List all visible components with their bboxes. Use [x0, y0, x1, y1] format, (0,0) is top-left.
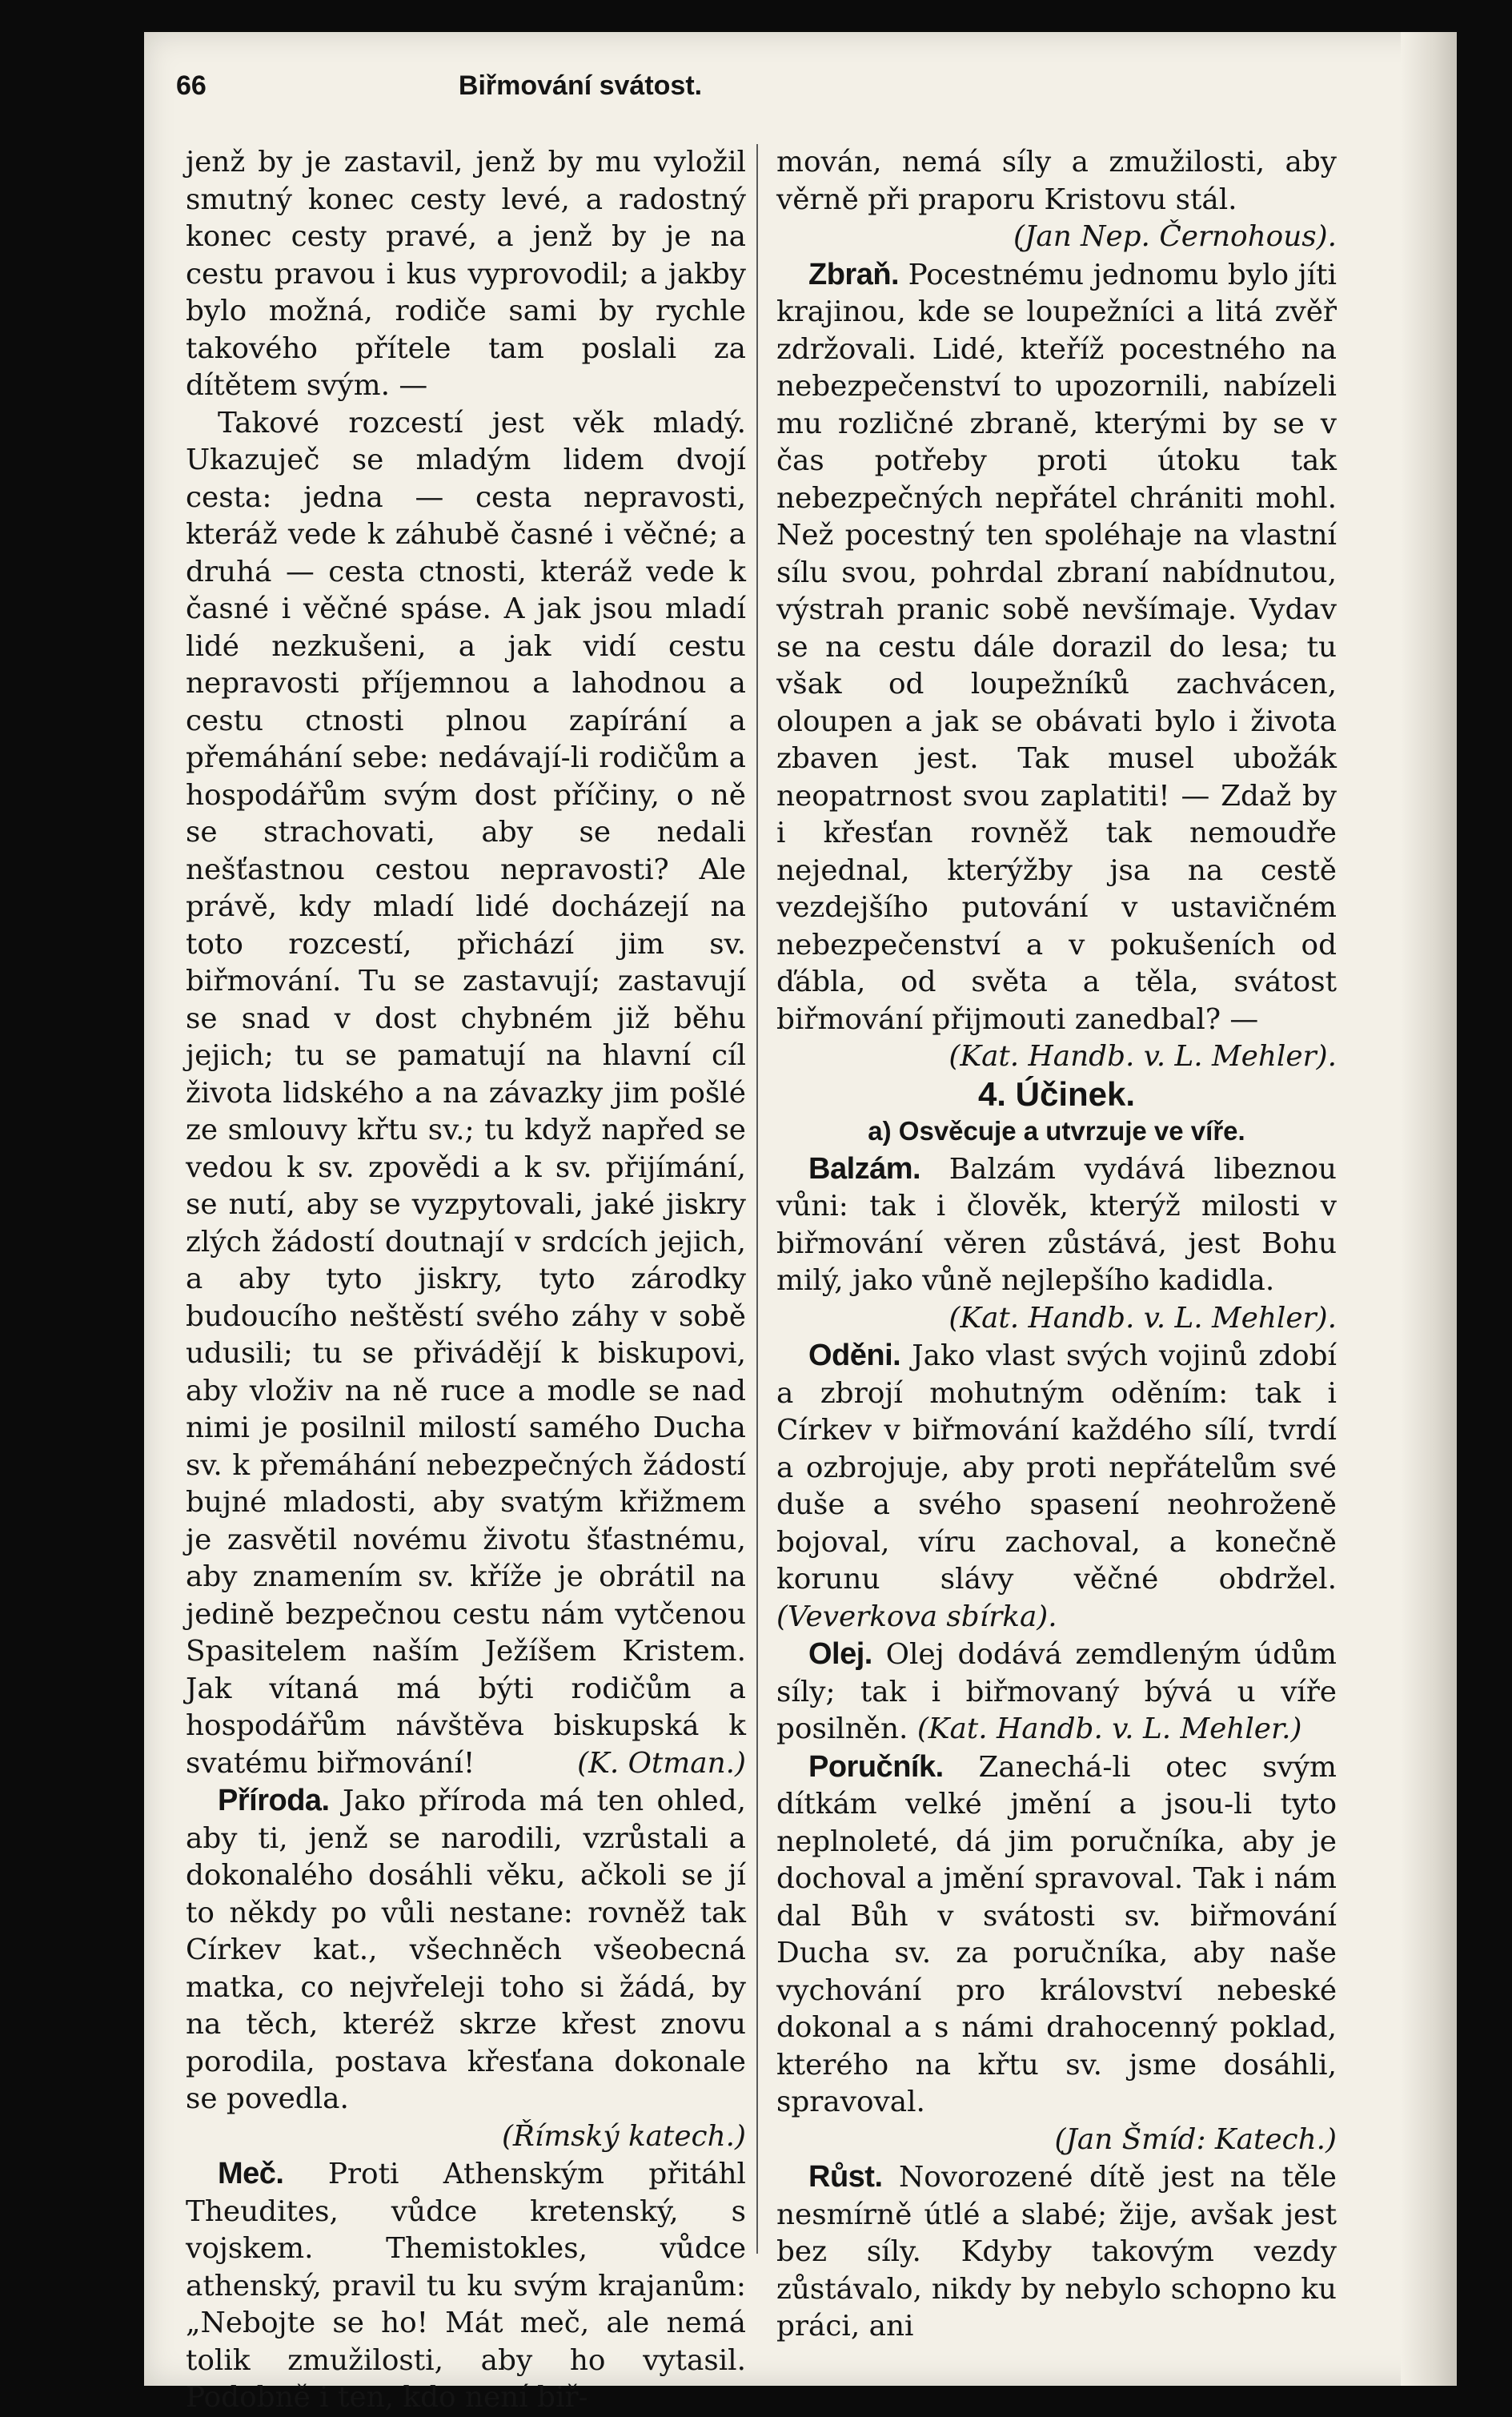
entry-keyword: Olej. — [808, 1637, 872, 1671]
paragraph-text: Proti Athenským přitáhl Theudites, vůdce kretenský, s vojskem. Themistokles, vůdce athenský, pravil tu ku svým krajanům: „Nebojte se ho! Mát meč, ale nemá tolik zmužilosti, aby ho vytasil. Podobně i ten, kdo není biř- — [186, 2158, 746, 2414]
column-divider — [756, 144, 758, 2254]
entry-keyword: Zbraň. — [808, 257, 900, 291]
entry-keyword: Příroda. — [218, 1784, 330, 1817]
entry-paragraph — [776, 256, 1337, 1039]
entry-paragraph — [186, 1782, 746, 2118]
source-citation: (Jan Šmíd: Katech.) — [1054, 2122, 1337, 2156]
entry-keyword: Oděni. — [808, 1339, 901, 1372]
paragraph-text: Jako příroda má ten ohled, aby ti, jenž se narodili, vzrůstali a dokonalého dosáhli věku, ačkoli se jí to někdy po vůli nestane: rovněž tak Církev kat., všechněch všeobecná matka, co nejvřeleji toho si žádá, by na těch, kteréž skrze křest znovu porodila, postava křesťana dokonale se povedla. — [186, 1785, 746, 2115]
paragraph — [186, 405, 746, 1783]
section-heading: 4. Účinek. — [977, 1074, 1136, 1113]
entry-paragraph — [186, 2155, 746, 2417]
source-citation: (Kat. Handb. v. L. Mehler). — [949, 1040, 1337, 1073]
section-subheading: a) Osvěcuje a utvrzuje ve víře. — [868, 1116, 1245, 1146]
page-number: 66 — [176, 70, 207, 101]
entry-keyword: Meč. — [218, 2157, 284, 2190]
entry-keyword: Růst. — [808, 2160, 883, 2194]
entry-paragraph — [776, 1337, 1337, 1636]
paragraph-text: jenž by je zastavil, jenž by mu vyložil smutný konec cesty levé, a radostný konec cesty pravé, a jenž by je na cestu pravou i kus vyprovodil; a jakby bylo možná, rodiče sami by rychle takového přítele tam poslali za dítětem svým. — — [186, 146, 746, 402]
left-column — [186, 144, 746, 2417]
source-citation: (Římský katech.) — [501, 2119, 746, 2153]
source-citation: (Veverkova sbírka). — [776, 1600, 1057, 1633]
book-page — [144, 32, 1457, 2414]
source-citation: (K. Otman.) — [577, 1746, 746, 1780]
source-citation: (Jan Nep. Černohous). — [1013, 220, 1337, 253]
paragraph-text: mován, nemá síly a zmužilosti, aby věrně při praporu Kristovu stál. — [776, 146, 1337, 216]
paragraph-text: Pocestnému jednomu bylo jíti krajinou, kde se loupežníci a litá zvěř zdržovali. Lidé, kteříž pocestného na nebezpečenství to upozornili, nabízeli mu rozličné zbraně, kterými by se v čas potřeby proti útoku tak nebezpečných nepřátel chrániti mohl. Než pocestný ten spoléhaje na vlastní sílu svou, pohrdal zbraní nabídnutou, výstrah pranic sobě nevšímaje. Vydav se na cestu dále dorazil do lesa; tu však od loupežníků zachvácen, oloupen a jak se obávati bylo i života zbaven jest. Tak musel ubožák neopatrnost svou zaplatiti! — Zdaž by i křesťan rovněž tak nemoudře nejednal, kterýžby jsa na cestě vezdejšího putování v ustavičném nebezpečenství a v pokušeních od ďábla, od světa a těla, svátost biřmování přijmouti zanedbal? — — [776, 258, 1337, 1036]
paragraph — [776, 144, 1337, 219]
right-column — [776, 144, 1337, 2346]
source-citation: (Kat. Handb. v. L. Mehler.) — [916, 1712, 1302, 1745]
running-title: Biřmování svátost. — [458, 70, 703, 101]
paragraph-text: Novorozené dítě jest na těle nesmírně útlé a slabé; žije, avšak jest bez síly. Kdyby takovým vezdy zůstávalo, nikdy by nebylo schopno ku práci, ani — [776, 2161, 1337, 2343]
source-citation: (Kat. Handb. v. L. Mehler). — [949, 1301, 1337, 1335]
paragraph — [186, 144, 746, 405]
paragraph-text: Olej dodává zemdleným údům síly; tak i biřmovaný bývá u víře posilněn. — [776, 1638, 1337, 1745]
paragraph-text: Jako vlast svých vojinů zdobí a zbrojí mohutným oděním: tak i Církev v biřmování každého sílí, tvrdí a ozbrojuje, aby proti nepřátelům své duše a svého spasení neohroženě bojoval, víru zachoval, a konečně korunu slávy věčné obdržel. — [776, 1339, 1337, 1596]
paragraph-text: Balzám vydává libeznou vůni: tak i člověk, kterýž milosti v biřmování věren zůstává, jest Bohu milý, jako vůně nejlepšího kadidla. — [776, 1152, 1337, 1297]
paragraph-text: Takové rozcestí jest věk mladý. Ukazuječ se mladým lidem dvojí cesta: jedna — cesta nepravosti, kteráž vede k záhubě časné i věčné; a druhá — cesta ctnosti, kteráž vede k časné i věčné spáse. A jak jsou mladí lidé nezkušeni, a jak vidí cestu nepravosti příjemnou a lahodnou a cestu ctnosti plnou zapírání a přemáhání sebe: nedávají-li rodičům a hospodářům svým dost příčiny, o ně se strachovati, aby se nedali nešťastnou cestou nepravosti? Ale právě, kdy mladí lidé docházejí na toto rozcestí, přichází jim sv. biřmování. Tu se zastavují; zastavují se snad v dost chybném již běhu jejich; tu se pamatují na hlavní cíl života lidského a na závazky jim pošlé ze smlouvy křtu sv.; tu když napřed se vedou k sv. zpovědi a k sv. přijímání, se nutí, aby se vyzpytovali, jaké jiskry zlých žádostí doutnají v srdcích jejich, a aby tyto jiskry, tyto zárodky budoucího neštěstí svého záhy v sobě udusili; tu se přivádějí k biskupovi, aby vloživ na ně ruce a modle se nad nimi je posilnil milostí samého Ducha sv. k přemáhání nebezpečných žádostí bujné mladosti, aby svatým křižmem je zasvětil novému životu šťastnému, aby znamením sv. kříže je obrátil na jedině bezpečnou cestu nám vytčenou Spasitelem naším Ježíšem Kristem. Jak vítaná má býti rodičům a hospodářům návštěva biskupská k svatému biřmování! — [186, 406, 746, 1780]
entry-keyword: Balzám. — [808, 1151, 921, 1186]
entry-paragraph — [776, 1749, 1337, 2122]
paragraph-text: Zanechá-li otec svým dítkám velké jmění a jsou-li tyto neplnoleté, dá jim poručníka, aby je dochoval a jmění spravoval. Tak i nám dal Bůh v svátosti sv. biřmování Ducha sv. za poručníka, aby naše vychování pro království nebeské dokonal a s námi drahocenný poklad, kterého na křtu sv. jsme dosáhli, spravoval. — [776, 1750, 1337, 2118]
page-header — [176, 70, 1425, 118]
page-edge-shadow — [1401, 32, 1457, 2386]
entry-paragraph — [776, 1636, 1337, 1749]
entry-paragraph — [776, 2158, 1337, 2346]
entry-keyword: Poručník. — [808, 1749, 944, 1784]
entry-paragraph — [776, 1150, 1337, 1300]
